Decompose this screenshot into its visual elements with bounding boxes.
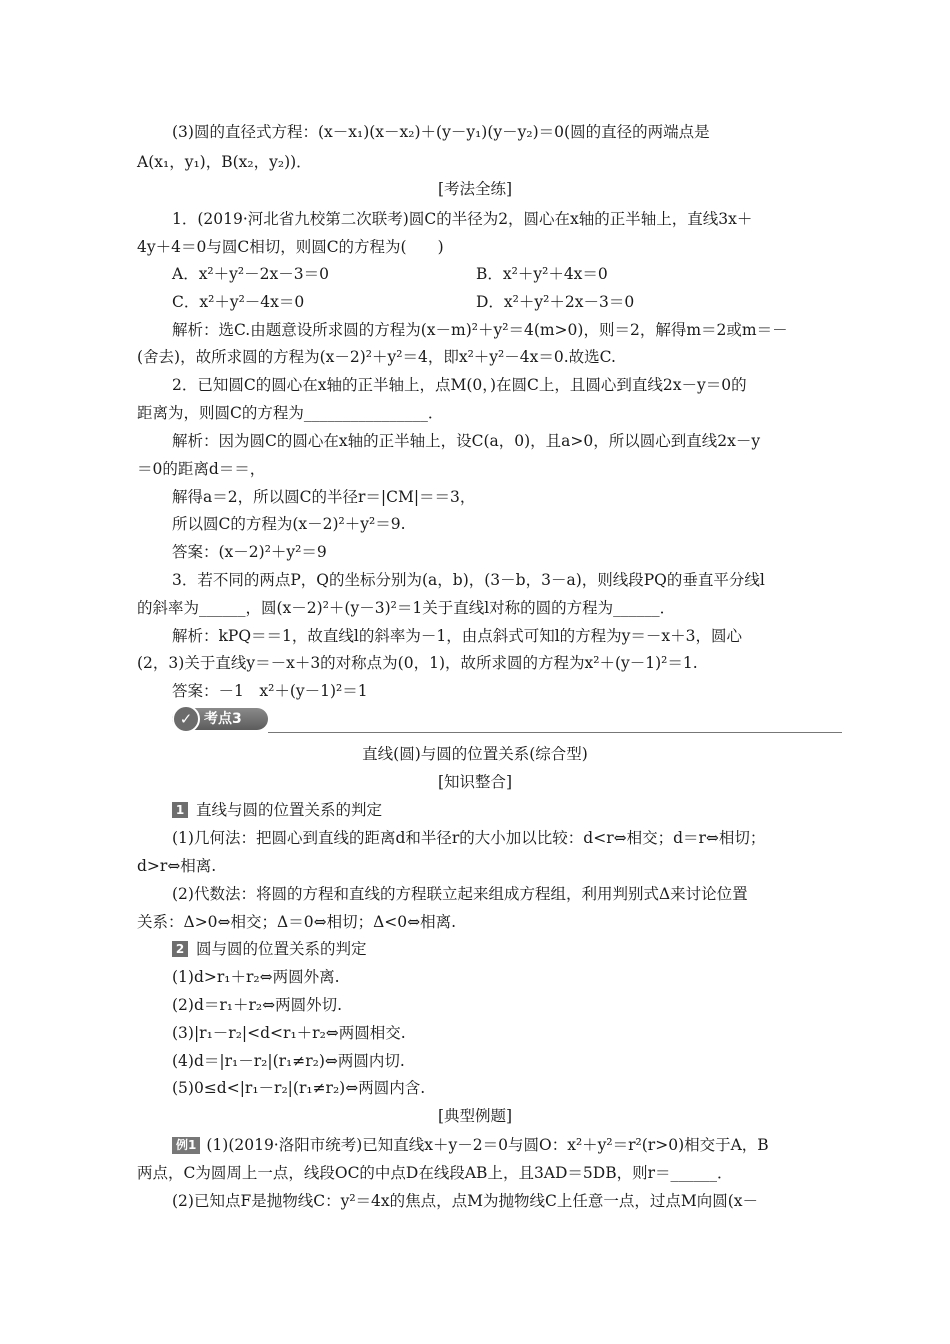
text-line: 答案：－1 x²＋(y－1)²＝1 — [172, 682, 368, 700]
example-text: (1)(2019·洛阳市统考)已知直线x＋y－2＝0与圆O：x²＋y²＝r²(r>0)相交于A，B — [206, 1136, 769, 1154]
text-line: 关系：Δ>0⇔相交；Δ＝0⇔相切；Δ<0⇔相离. — [137, 913, 457, 931]
text-line: C．x²＋y²－4x＝0 — [172, 293, 305, 311]
subsection-title: 直线与圆的位置关系的判定 — [196, 801, 383, 819]
text-line: 解析：kPQ＝＝1，故直线l的斜率为－1，由点斜式可知l的方程为y＝－x＋3，圆心 — [172, 627, 743, 645]
text-line: 两点，C为圆周上一点，线段OC的中点D在线段AB上，且3AD＝5DB，则r＝______． — [137, 1164, 733, 1182]
text-line: (2)已知点F是抛物线C：y²＝4x的焦点，点M为抛物线C上任意一点，过点M向圆(x－ — [172, 1192, 759, 1210]
kaodian-badge — [172, 708, 268, 730]
text-line: 解析：因为圆C的圆心在x轴的正半轴上，设C(a，0)，且a>0，所以圆心到直线2x－y — [172, 432, 761, 450]
kaodian-label: 考点3 — [204, 711, 242, 727]
text-line: 所以圆C的方程为(x－2)²＋y²＝9. — [172, 515, 406, 533]
checkmark-icon: ✓ — [172, 705, 200, 733]
text-line: 解得a＝2，所以圆C的半径r＝|CM|＝＝3， — [172, 488, 476, 506]
text-line: ＝0的距离d＝＝， — [137, 460, 266, 478]
text-line: (5)0≤d<|r₁－r₂|(r₁≠r₂)⇔两圆内含. — [172, 1079, 426, 1097]
text-line: 距离为，则圆C的方程为________________． — [137, 404, 444, 422]
text-line: D．x²＋y²＋2x－3＝0 — [476, 293, 635, 311]
text-line: 的斜率为______，圆(x－2)²＋(y－3)²＝1关于直线l对称的圆的方程为______． — [137, 599, 676, 617]
section-title: 直线(圆)与圆的位置关系(综合型) — [362, 745, 588, 763]
text-line: 4y＋4＝0与圆C相切，则圆C的方程为( ) — [137, 238, 444, 256]
text-line: (1)d>r₁＋r₂⇔两圆外离. — [172, 968, 340, 986]
text-line: d>r⇔相离. — [137, 857, 217, 875]
knowledge-heading: [知识整合] — [437, 773, 513, 791]
practice-heading: [考法全练] — [437, 180, 513, 198]
text-line: 2．已知圆C的圆心在x轴的正半轴上，点M(0，)在圆C上，且圆心到直线2x－y＝0的 — [172, 376, 747, 394]
text-line: (2)d＝r₁＋r₂⇔两圆外切. — [172, 996, 343, 1014]
text-line: 3．若不同的两点P，Q的坐标分别为(a，b)，(3－b，3－a)，则线段PQ的垂直平分线l — [172, 571, 765, 589]
text-line: (3)圆的直径式方程：(x－x₁)(x－x₂)＋(y－y₁)(y－y₂)＝0(圆的直径的两端点是 — [172, 123, 710, 141]
subsection-title: 圆与圆的位置关系的判定 — [196, 940, 367, 958]
example-tag: 例1 — [172, 1137, 200, 1154]
text-line: 解析：选C.由题意设所求圆的方程为(x－m)²＋y²＝4(m>0)，则＝2，解得m＝2或m＝－ — [172, 321, 788, 339]
number-badge-2: 2 — [172, 941, 188, 957]
text-line: 1．(2019·河北省九校第二次联考)圆C的半径为2，圆心在x轴的正半轴上，直线3x＋ — [172, 210, 753, 228]
text-line: (舍去)，故所求圆的方程为(x－2)²＋y²＝4，即x²＋y²－4x＝0.故选C. — [137, 348, 616, 366]
banner-rule — [268, 732, 842, 733]
subsection-circle-circle — [172, 938, 367, 960]
text-line: 答案：(x－2)²＋y²＝9 — [172, 543, 327, 561]
examples-heading: [典型例题] — [437, 1107, 513, 1125]
kaodian-banner — [172, 708, 842, 734]
text-line: (2)代数法：将圆的方程和直线的方程联立起来组成方程组，利用判别式Δ来讨论位置 — [172, 885, 748, 903]
text-line: A(x₁，y₁)，B(x₂，y₂))． — [137, 153, 312, 171]
number-badge-1: 1 — [172, 802, 188, 818]
text-line: (4)d＝|r₁－r₂|(r₁≠r₂)⇔两圆内切. — [172, 1052, 405, 1070]
subsection-line-circle — [172, 799, 382, 821]
text-line: A．x²＋y²－2x－3＝0 — [172, 265, 329, 283]
example-line — [172, 1134, 769, 1156]
text-line: (1)几何法：把圆心到直线的距离d和半径r的大小加以比较：d<r⇔相交；d＝r⇔相切； — [172, 829, 766, 847]
text-line: B．x²＋y²＋4x＝0 — [476, 265, 608, 283]
text-line: (3)|r₁－r₂|<d<r₁＋r₂⇔两圆相交. — [172, 1024, 406, 1042]
text-line: (2，3)关于直线y＝－x＋3的对称点为(0，1)，故所求圆的方程为x²＋(y－1)²＝1. — [137, 654, 698, 672]
